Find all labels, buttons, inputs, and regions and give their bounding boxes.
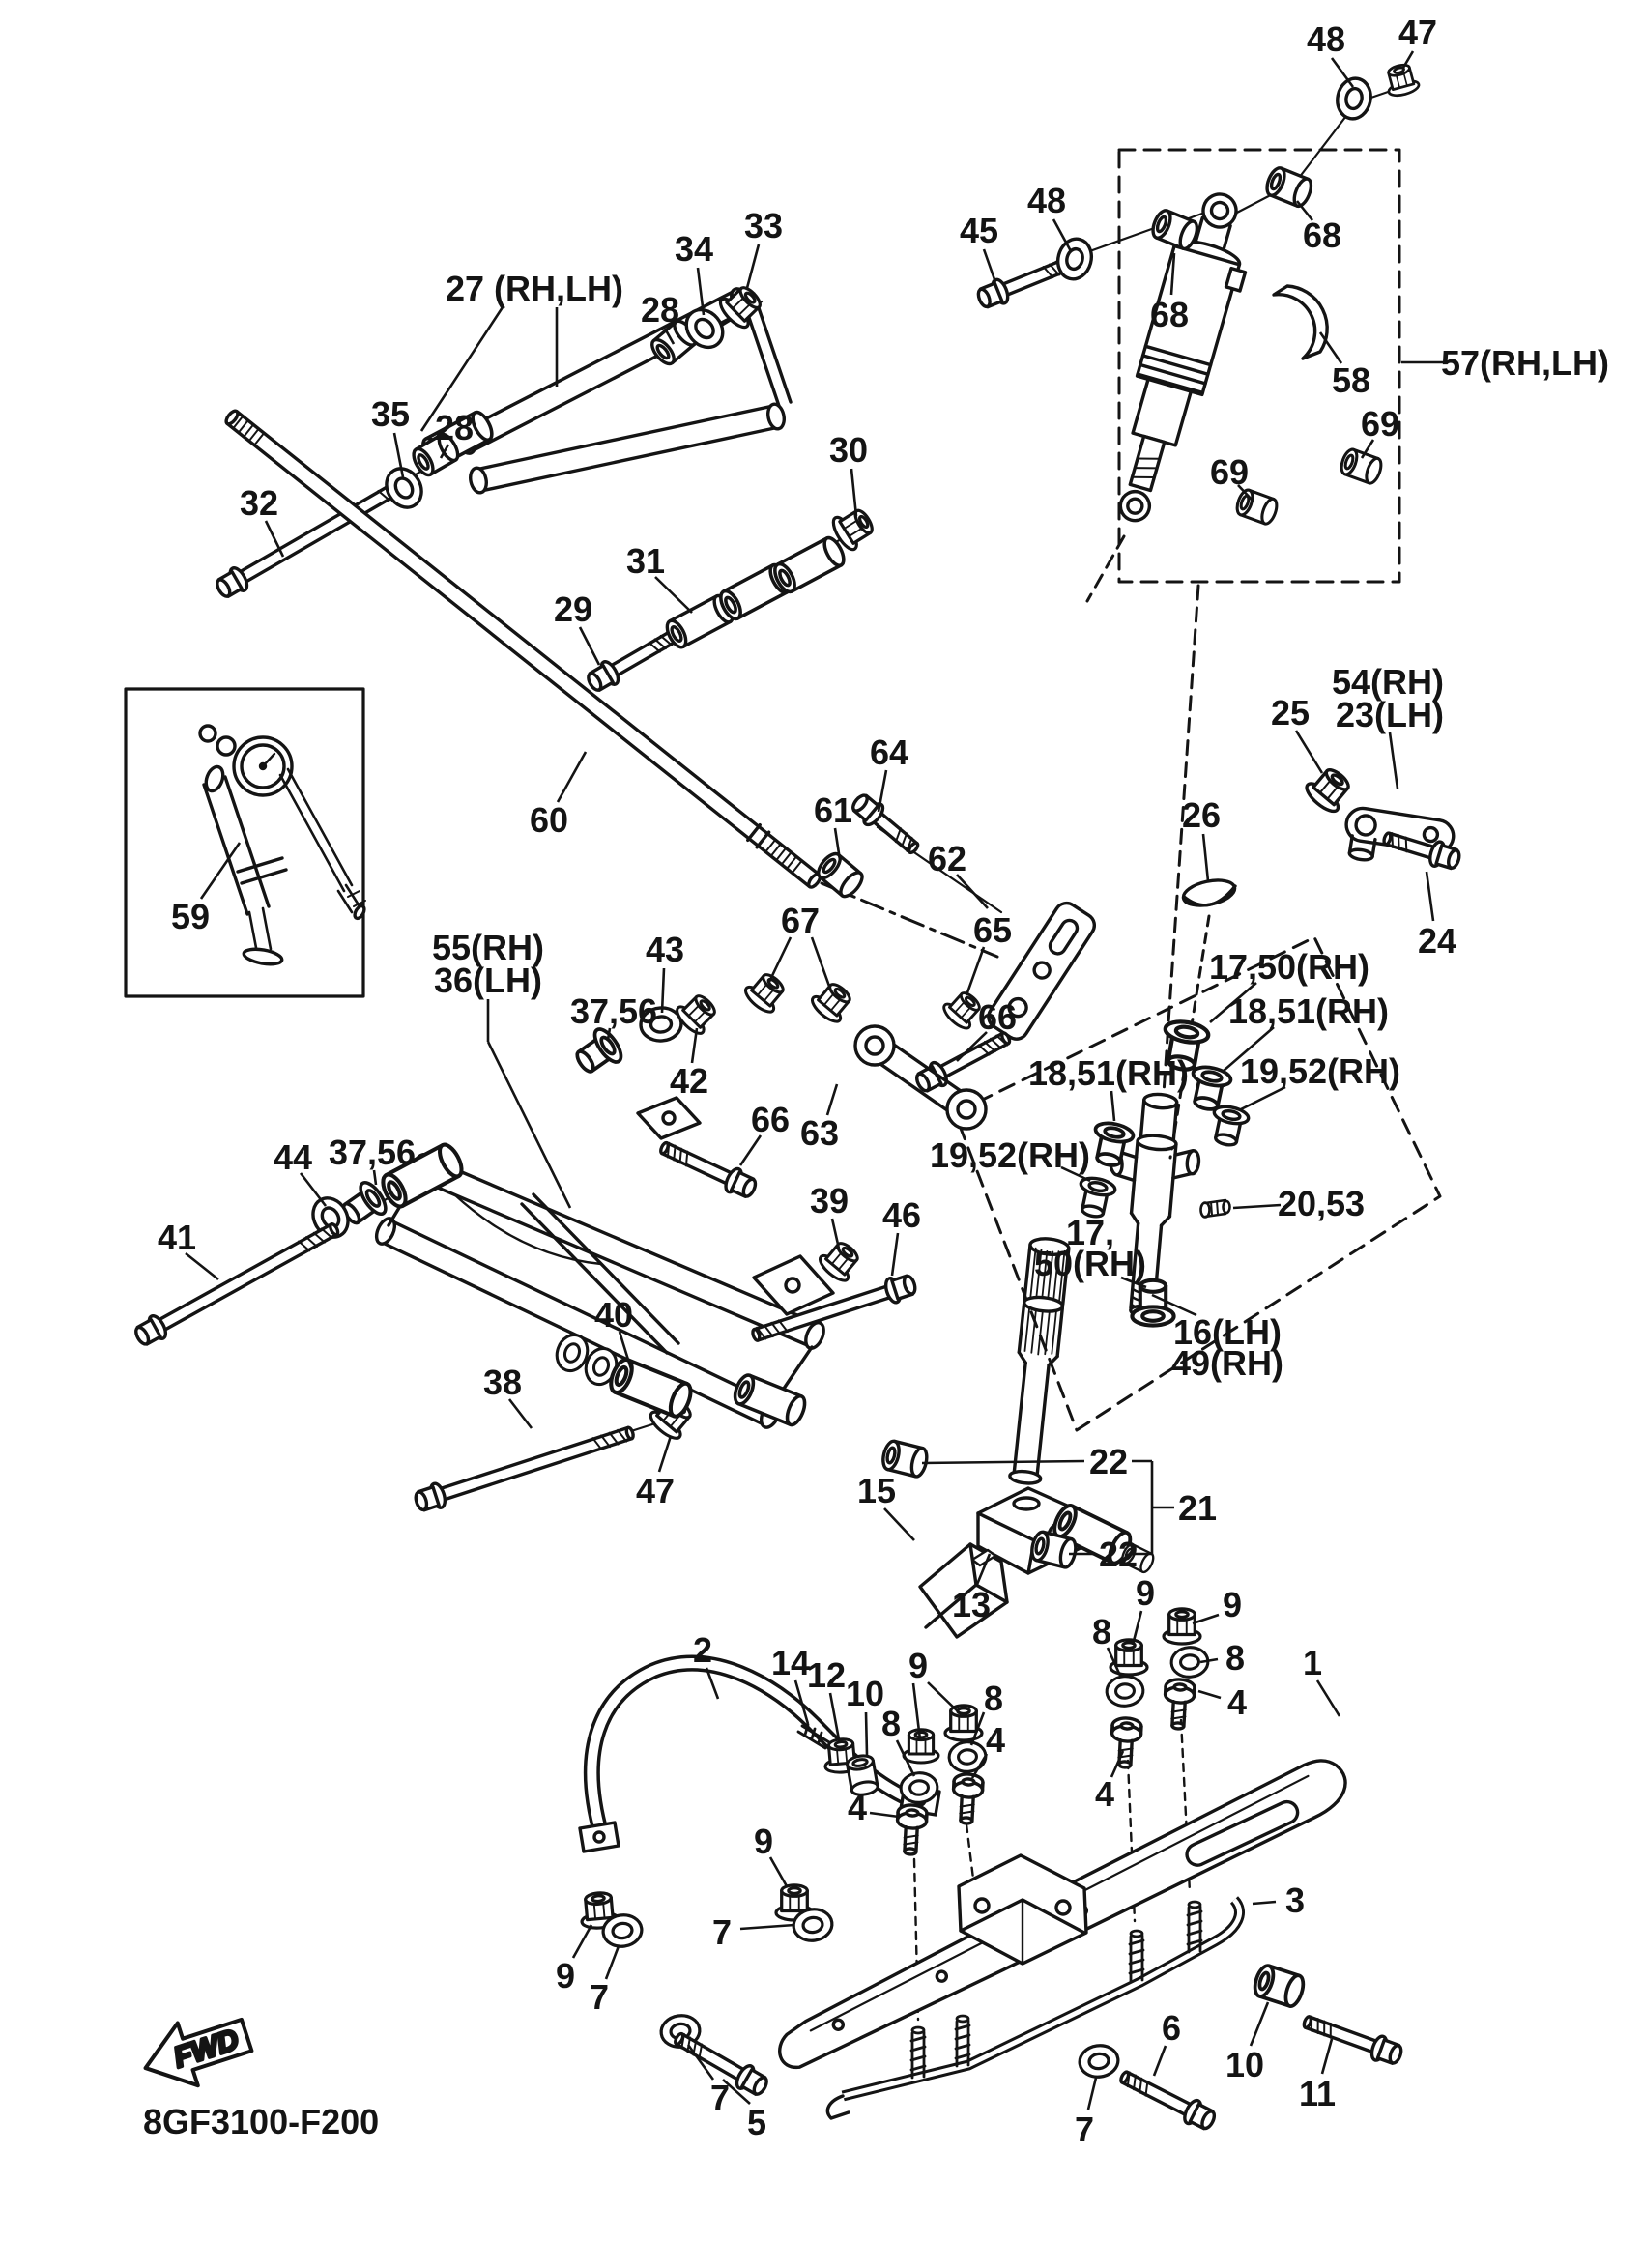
part-label-2: 2 bbox=[692, 1630, 713, 1670]
part-label-16-49-1: 16(LH) bbox=[1172, 1312, 1283, 1352]
fwd-label: FWD bbox=[169, 2023, 244, 2075]
leader-67 bbox=[812, 937, 831, 991]
part-label-18-51-a: 18,51(RH) bbox=[1227, 991, 1390, 1031]
part-label-20-53: 20,53 bbox=[1277, 1184, 1366, 1223]
leader-26 bbox=[1203, 834, 1208, 881]
part-label-23: 23(LH) bbox=[1335, 695, 1445, 734]
diagram-code: 8GF3100-F200 bbox=[143, 2102, 380, 2141]
fwd-arrow bbox=[135, 2004, 257, 2100]
part-label-40: 40 bbox=[593, 1295, 634, 1335]
leader-48-top bbox=[1332, 58, 1353, 87]
part-label-5: 5 bbox=[746, 2103, 767, 2142]
leader-10-b bbox=[1251, 2002, 1268, 2046]
leader-42 bbox=[692, 1028, 697, 1063]
part-label-37-56-mid: 37,56 bbox=[569, 991, 658, 1031]
leader-31 bbox=[655, 577, 692, 613]
steering-post-drawing bbox=[880, 1237, 1156, 1637]
leader-29 bbox=[580, 627, 599, 665]
spindle-drawing bbox=[1075, 762, 1462, 1325]
leader-45 bbox=[984, 249, 995, 282]
part-label-7-c: 7 bbox=[709, 2078, 731, 2117]
part-label-27: 27 (RH,LH) bbox=[445, 269, 624, 308]
part-label-10-a: 10 bbox=[845, 1674, 885, 1713]
part-label-47-b: 47 bbox=[635, 1471, 676, 1510]
leader-65 bbox=[966, 947, 984, 995]
part-label-7-b: 7 bbox=[711, 1912, 733, 1952]
part-label-31: 31 bbox=[625, 541, 666, 581]
part-label-68-left: 68 bbox=[1149, 295, 1190, 334]
part-label-54: 54(RH) bbox=[1331, 662, 1445, 702]
leader-1 bbox=[1317, 1680, 1340, 1716]
leader-22-a bbox=[922, 1461, 1084, 1463]
part-label-39: 39 bbox=[809, 1181, 850, 1220]
part-label-8-a: 8 bbox=[880, 1704, 902, 1743]
part-label-61: 61 bbox=[813, 790, 853, 830]
part-label-69-right: 69 bbox=[1360, 404, 1400, 444]
leader-7-b bbox=[740, 1925, 794, 1929]
part-label-9-b: 9 bbox=[753, 1822, 774, 1861]
shock-clamp-58 bbox=[1274, 286, 1327, 359]
leader-63 bbox=[827, 1084, 837, 1115]
leader-30 bbox=[851, 469, 856, 516]
lower-arm-drawing bbox=[131, 1141, 917, 1514]
part-label-19-52-a: 19,52(RH) bbox=[1239, 1051, 1401, 1091]
part-label-34: 34 bbox=[674, 229, 714, 269]
part-label-17-50-b1: 17, bbox=[1065, 1213, 1115, 1252]
leader-3 bbox=[1253, 1902, 1276, 1904]
part-label-3: 3 bbox=[1284, 1880, 1306, 1920]
leader-20-53 bbox=[1233, 1205, 1281, 1208]
part-label-37-56-left: 37,56 bbox=[328, 1133, 417, 1172]
part-label-8-b: 8 bbox=[983, 1679, 1004, 1718]
part-label-42: 42 bbox=[669, 1061, 709, 1101]
part-label-11: 11 bbox=[1298, 2074, 1337, 2113]
leader-24 bbox=[1427, 872, 1433, 921]
part-label-63: 63 bbox=[799, 1113, 840, 1153]
leader-4-c bbox=[1198, 1691, 1221, 1698]
part-label-22-b: 22 bbox=[1098, 1535, 1139, 1574]
leader-9-e bbox=[573, 1925, 591, 1958]
part-label-7-d: 7 bbox=[1074, 2110, 1095, 2149]
part-label-55: 55(RH) bbox=[431, 928, 545, 967]
part-label-9-a: 9 bbox=[908, 1646, 929, 1685]
grease-fitting-drawing bbox=[1201, 1200, 1230, 1218]
part-label-38: 38 bbox=[482, 1363, 523, 1402]
leader-23 bbox=[1390, 732, 1398, 789]
leader-6 bbox=[1154, 2046, 1166, 2076]
part-label-10-b: 10 bbox=[1225, 2045, 1265, 2084]
leader-10-a bbox=[866, 1712, 867, 1755]
part-label-32: 32 bbox=[239, 483, 279, 523]
part-label-19-52-b: 19,52(RH) bbox=[929, 1135, 1091, 1175]
leader-38 bbox=[509, 1399, 532, 1428]
part-label-28-a: 28 bbox=[640, 290, 680, 330]
leader-11 bbox=[1322, 2039, 1332, 2074]
part-label-57: 57(RH,LH) bbox=[1440, 343, 1610, 383]
leader-18-51-b bbox=[1111, 1091, 1114, 1121]
leader-41 bbox=[186, 1253, 218, 1279]
part-label-44: 44 bbox=[273, 1137, 313, 1177]
part-label-1: 1 bbox=[1302, 1643, 1323, 1682]
part-label-14: 14 bbox=[770, 1643, 811, 1682]
part-label-25: 25 bbox=[1270, 693, 1311, 732]
leader-37-56-left bbox=[374, 1170, 376, 1185]
part-label-67: 67 bbox=[780, 901, 821, 940]
part-label-68-right: 68 bbox=[1302, 215, 1342, 255]
part-label-4-c: 4 bbox=[1226, 1682, 1248, 1722]
part-label-9-c: 9 bbox=[1135, 1573, 1156, 1613]
leader-66-b bbox=[740, 1135, 761, 1165]
part-label-60: 60 bbox=[529, 800, 569, 840]
leader-60 bbox=[558, 752, 586, 802]
part-label-4-b: 4 bbox=[847, 1788, 868, 1827]
part-label-21: 21 bbox=[1177, 1488, 1218, 1528]
part-label-35: 35 bbox=[370, 394, 411, 434]
shock-absorber-drawing bbox=[975, 62, 1421, 531]
leader-39 bbox=[832, 1219, 839, 1249]
part-label-65: 65 bbox=[972, 910, 1013, 950]
leader-62 bbox=[957, 875, 988, 908]
part-label-33: 33 bbox=[743, 206, 784, 245]
leader-47-b bbox=[659, 1436, 671, 1472]
part-label-48-top: 48 bbox=[1306, 19, 1346, 59]
part-label-16-49-2: 49(RH) bbox=[1170, 1343, 1284, 1383]
part-label-4-a: 4 bbox=[985, 1720, 1006, 1760]
part-label-47-top: 47 bbox=[1398, 13, 1438, 52]
part-label-46: 46 bbox=[881, 1195, 922, 1235]
part-label-26: 26 bbox=[1181, 795, 1222, 835]
part-label-8-c: 8 bbox=[1091, 1612, 1112, 1651]
part-label-66-a: 66 bbox=[977, 997, 1018, 1037]
part-label-9-d: 9 bbox=[1222, 1585, 1243, 1624]
part-label-36: 36(LH) bbox=[433, 961, 543, 1000]
part-label-43: 43 bbox=[645, 930, 685, 969]
part-label-7-a: 7 bbox=[589, 1977, 610, 2017]
leader-9-d bbox=[1193, 1615, 1219, 1623]
leader-67 bbox=[769, 937, 791, 982]
part-label-64: 64 bbox=[869, 732, 909, 772]
part-label-62: 62 bbox=[927, 839, 967, 878]
part-label-66-b: 66 bbox=[750, 1100, 791, 1139]
part-label-17-50-b2: 50(RH) bbox=[1033, 1244, 1147, 1283]
air-pump-drawing bbox=[200, 726, 366, 966]
leader-43 bbox=[662, 968, 664, 1013]
leader-9-b bbox=[770, 1857, 787, 1886]
leader-36 bbox=[488, 1042, 570, 1208]
leader-4-b bbox=[870, 1813, 899, 1817]
leader-33 bbox=[747, 244, 759, 288]
part-label-24: 24 bbox=[1417, 921, 1457, 961]
part-label-58: 58 bbox=[1331, 360, 1371, 400]
part-label-29: 29 bbox=[553, 589, 593, 629]
part-labels-layer bbox=[158, 13, 1609, 2149]
part-label-48-mid: 48 bbox=[1026, 181, 1067, 220]
part-label-4-d: 4 bbox=[1094, 1774, 1115, 1814]
part-label-18-51-b: 18,51(RH) bbox=[1027, 1053, 1190, 1093]
leader-46 bbox=[892, 1233, 898, 1276]
part-label-45: 45 bbox=[959, 211, 999, 250]
inset-box bbox=[126, 689, 366, 996]
part-label-59: 59 bbox=[170, 897, 211, 936]
part-label-41: 41 bbox=[157, 1218, 197, 1257]
leader-9-a bbox=[928, 1682, 959, 1712]
part-label-6: 6 bbox=[1161, 2008, 1182, 2048]
leader-44 bbox=[301, 1173, 326, 1206]
part-label-22-a: 22 bbox=[1088, 1442, 1129, 1481]
leader-7-d bbox=[1088, 2078, 1096, 2110]
part-label-17-50-a: 17,50(RH) bbox=[1208, 947, 1370, 987]
leader-7-a bbox=[606, 1946, 619, 1979]
part-label-8-d: 8 bbox=[1225, 1638, 1246, 1678]
part-label-30: 30 bbox=[828, 430, 869, 470]
part-label-12: 12 bbox=[806, 1655, 847, 1695]
part-label-69-left: 69 bbox=[1209, 452, 1250, 492]
part-label-13: 13 bbox=[951, 1585, 992, 1624]
part-label-28-b: 28 bbox=[434, 408, 475, 447]
part-label-15: 15 bbox=[856, 1471, 897, 1510]
leader-15 bbox=[884, 1508, 914, 1540]
part-label-9-e: 9 bbox=[555, 1956, 576, 1995]
leader-25 bbox=[1296, 731, 1322, 773]
